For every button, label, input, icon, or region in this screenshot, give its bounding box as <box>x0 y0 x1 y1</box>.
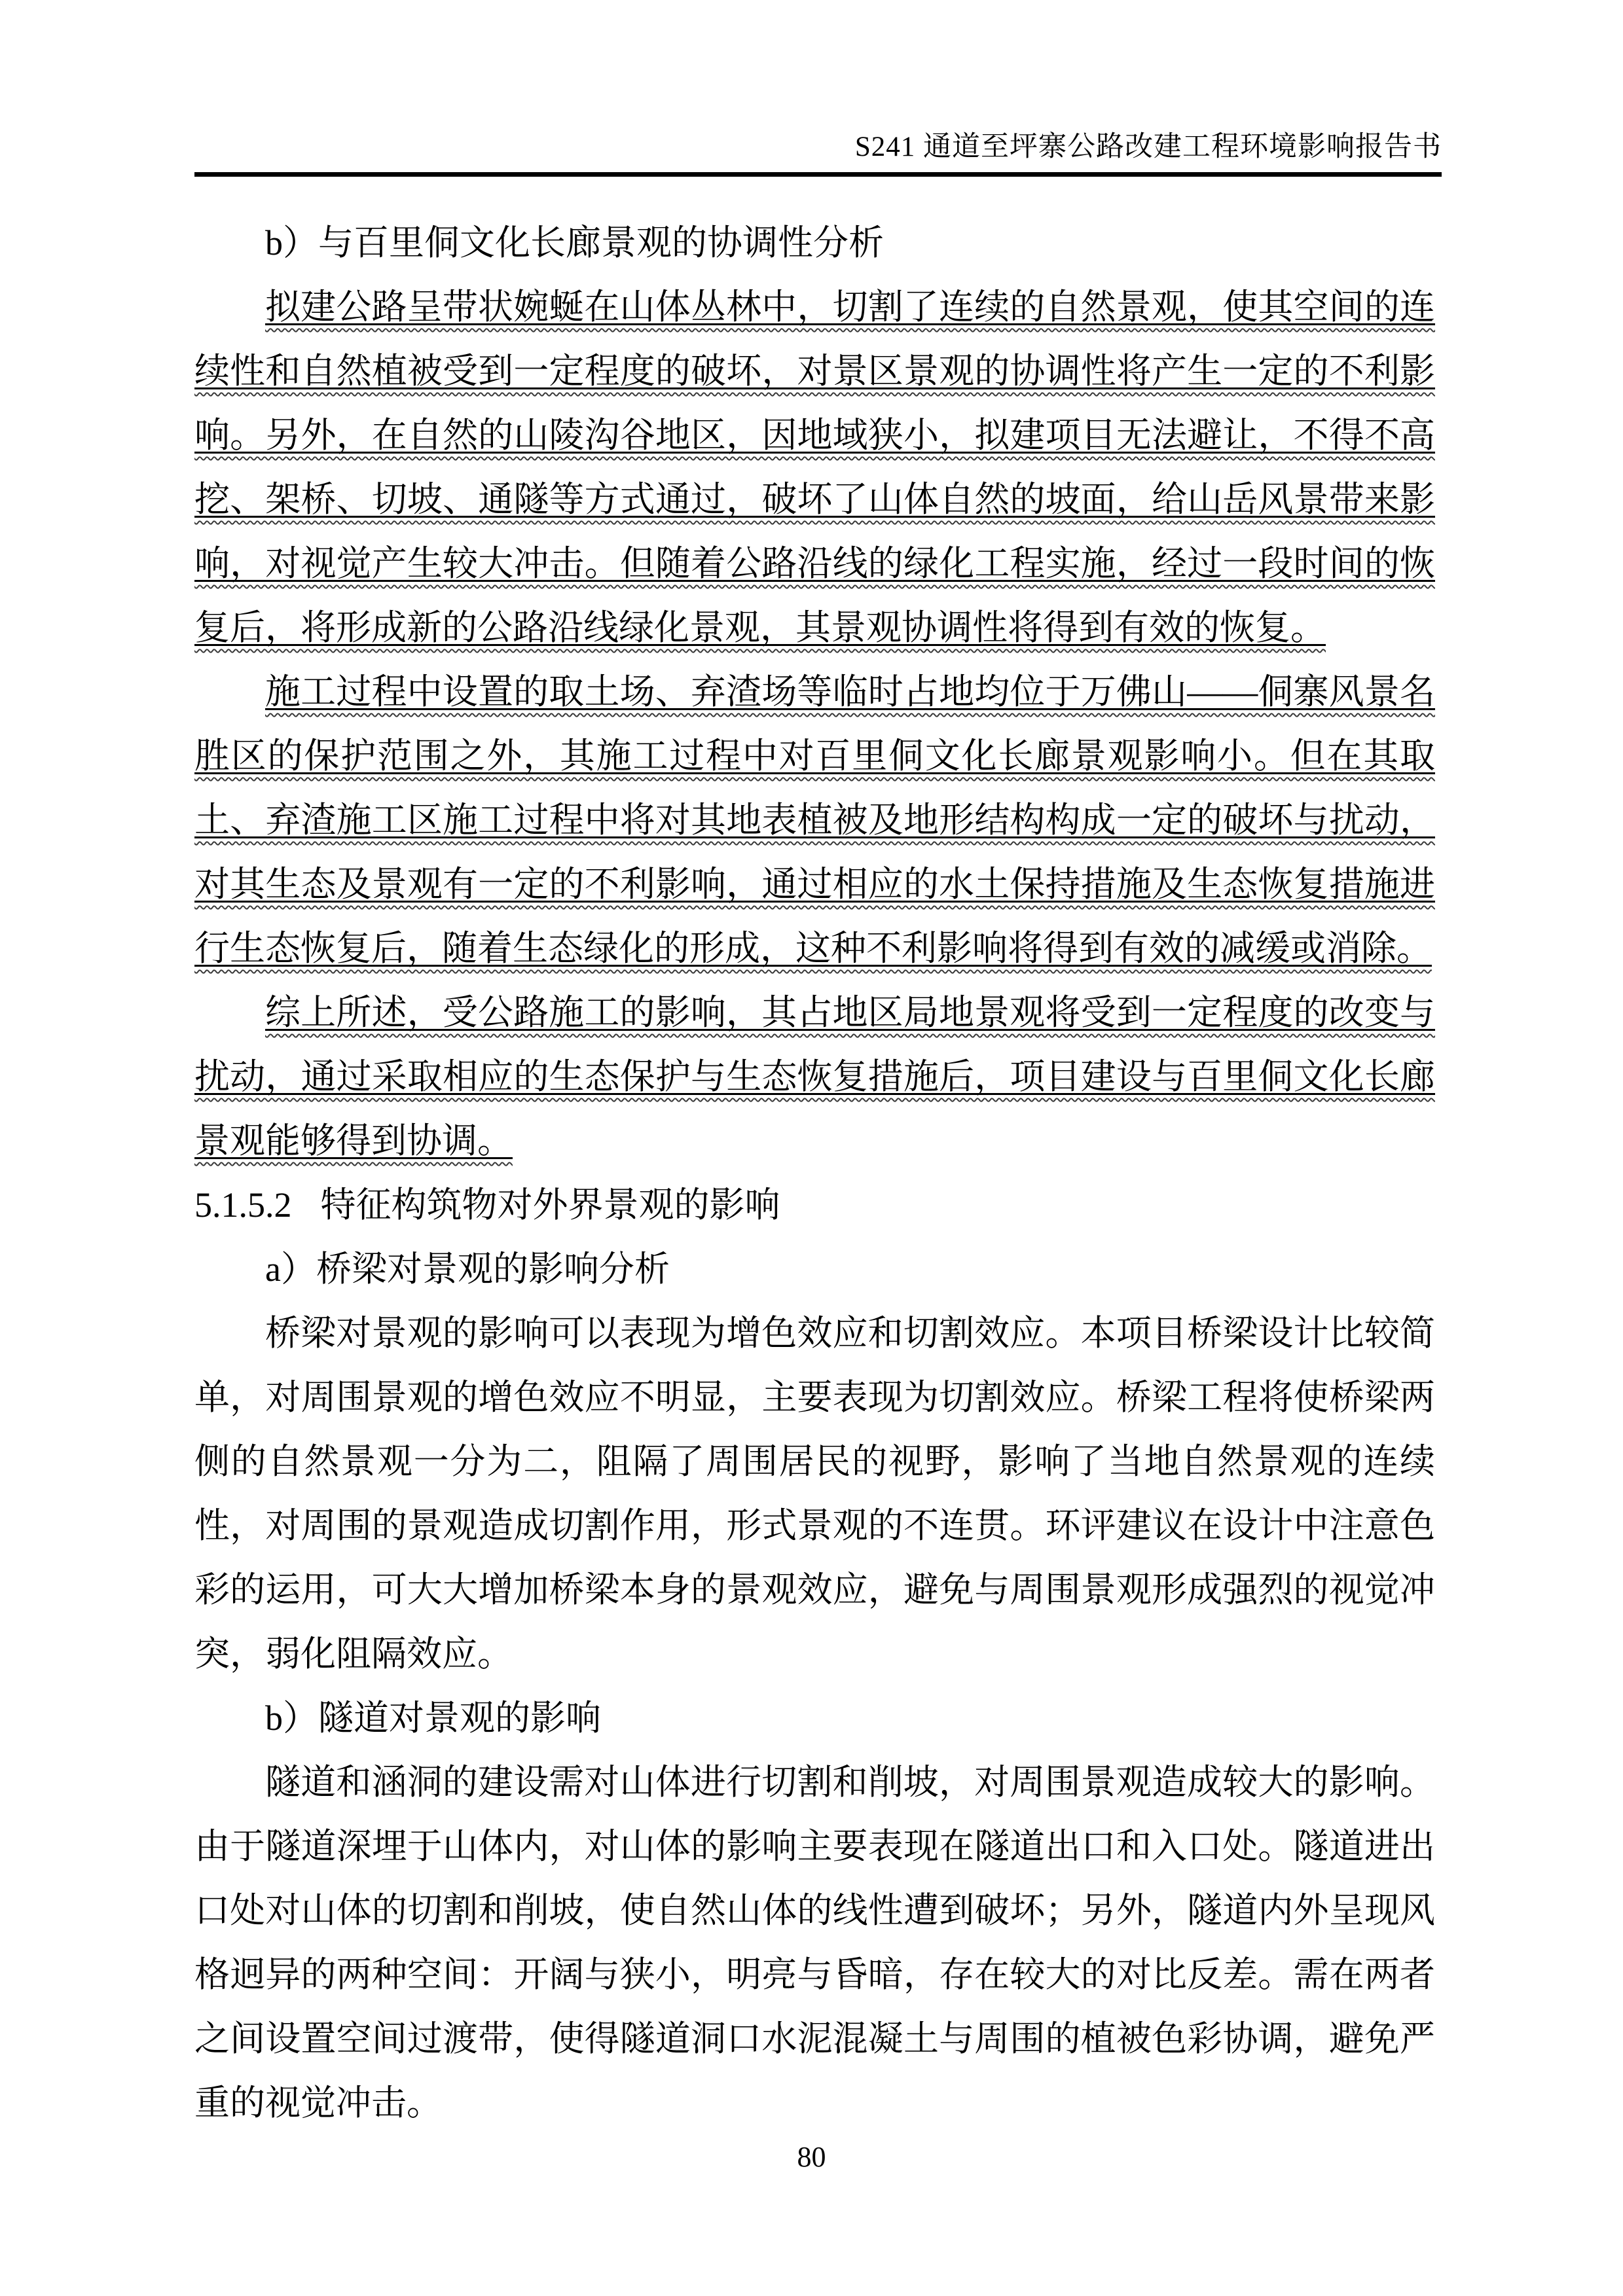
header-report-title: S241 通道至坪寨公路改建工程环境影响报告书 <box>854 132 1442 162</box>
paragraph-summary-coordination <box>194 980 1435 1173</box>
paragraph-bridge-impact: 桥梁对景观的影响可以表现为增色效应和切割效应。本项目桥梁设计比较简单，对周围景观的增色效应不明显，主要表现为切割效应。桥梁工程将使桥梁两侧的自然景观一分为二，阻隔了周围居民的视野，影响了当地自然景观的连续性，对周围的景观造成切割作用，形式景观的不连贯。环评建议在设计中注意色彩的运用，可大大增加桥梁本身的景观效应，避免与周围景观形成强烈的视觉冲突，弱化阻隔效应。 <box>194 1314 1435 1674</box>
page-footer <box>0 2139 1623 2176</box>
section-heading-b-coordination-analysis: b）与百里侗文化长廊景观的协调性分析 <box>265 223 884 262</box>
header-divider-rule <box>194 172 1442 177</box>
paragraph-construction-temp-sites <box>194 660 1435 980</box>
paragraph-text: 施工过程中设置的取土场、弃渣场等临时占地均位于万佛山——侗寨风景名胜区的保护范围之外，其施工过程中对百里侗文化长廊景观影响小。但在其取土、弃渣施工区施工过程中将对其地表植被及地形结构构成一定的破坏与扰动，对其生态及景观有一定的不利影响，通过相应的水土保持措施及生态恢复措施进行生态恢复后，随着生态绿化的形成，这种不利影响将得到有效的减缓或消除。 <box>194 672 1435 968</box>
section-number: 5.1.5.2 <box>194 1185 292 1225</box>
paragraph-text: 综上所述，受公路施工的影响，其占地区局地景观将受到一定程度的改变与扰动，通过采取相应的生态保护与生态恢复措施后，项目建设与百里侗文化长廊景观能够得到协调。 <box>194 993 1435 1160</box>
section-heading-b-tunnel: b）隧道对景观的影响 <box>265 1698 601 1738</box>
section-heading-a-bridge: a）桥梁对景观的影响分析 <box>265 1249 670 1289</box>
section-title: 特征构筑物对外界景观的影响 <box>320 1185 780 1225</box>
paragraph-tunnel-impact: 隧道和涵洞的建设需对山体进行切割和削坡，对周围景观造成较大的影响。由于隧道深埋于山体内，对山体的影响主要表现在隧道出口和入口处。隧道进出口处对山体的切割和削坡，使自然山体的线性遭到破坏；另外，隧道内外呈现风格迥异的两种空间：开阔与狭小，明亮与昏暗，存在较大的对比反差。需在两者之间设置空间过渡带，使得隧道洞口水泥混凝土与周围的植被色彩协调，避免严重的视觉冲击。 <box>194 1763 1435 2123</box>
paragraph-road-landscape-impact <box>194 275 1435 660</box>
page-header <box>194 128 1442 166</box>
paragraph-text: 拟建公路呈带状婉蜒在山体丛林中，切割了连续的自然景观，使其空间的连续性和自然植被受到一定程度的破坏，对景区景观的协调性将产生一定的不利影响。另外，在自然的山陵沟谷地区，因地域狭小，拟建项目无法避让，不得不高挖、架桥、切坡、通隧等方式通过，破坏了山体自然的坡面，给山岳风景带来影响，对视觉产生较大冲击。但随着公路沿线的绿化工程实施，经过一段时间的恢复后，将形成新的公路沿线绿化景观，其景观协调性将得到有效的恢复。 <box>194 287 1435 647</box>
page-number: 80 <box>797 2141 826 2173</box>
section-heading-5-1-5-2 <box>194 1173 1435 1237</box>
document-body <box>194 211 1435 2135</box>
